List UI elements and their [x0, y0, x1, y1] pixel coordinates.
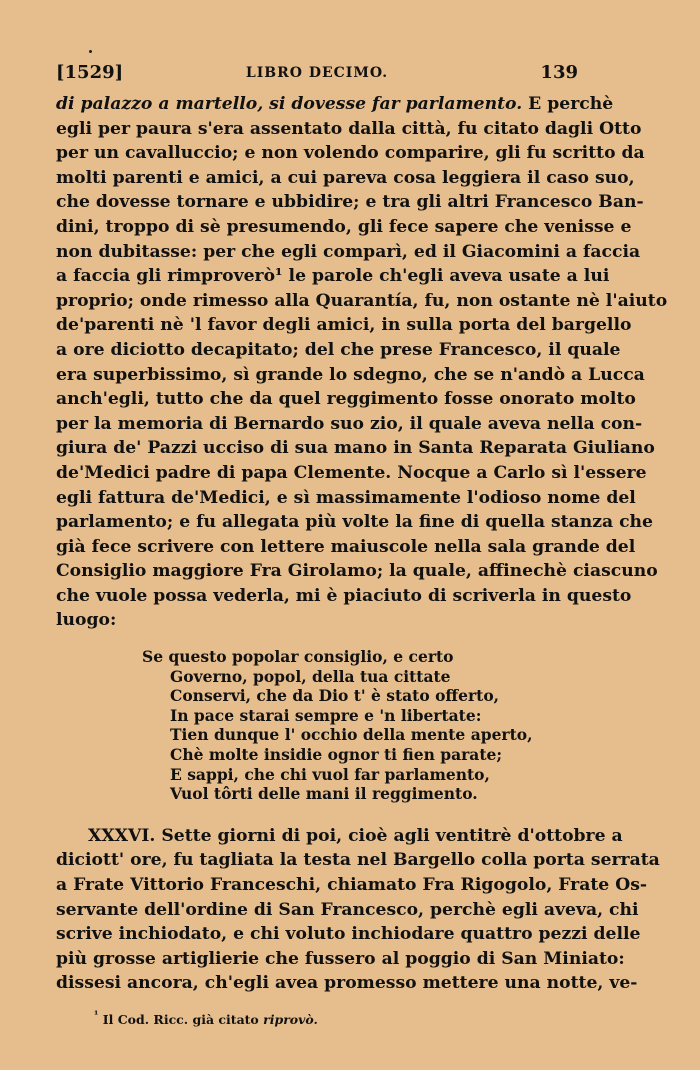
- poem-stanza: [142, 647, 578, 804]
- footnote: [94, 1009, 578, 1027]
- header-year: [1529]: [56, 62, 124, 83]
- section-xxxvi: [56, 824, 660, 996]
- paragraph-line: anch'egli, tutto che da quel reggimento fosse onorato molto: [56, 389, 636, 410]
- paragraph-line: era superbissimo, sì grande lo sdegno, che se n'andò a Lucca: [56, 364, 645, 385]
- section-line: dissesi ancora, ch'egli avea promesso mettere una notte, ve-: [56, 973, 638, 994]
- paragraph-line: per la memoria di Bernardo suo zio, il quale aveva nella con-: [56, 413, 643, 434]
- footnote-text: Il Cod. Ricc. già citato: [102, 1011, 259, 1027]
- paragraph-line: de'parenti nè 'l favor degli amici, in sulla porta del bargello: [56, 315, 632, 336]
- poem-line: Conservi, che da Dio t' è stato offerto,: [170, 686, 500, 706]
- page-number: 139: [540, 62, 578, 83]
- poem-line: Vuol tôrti delle mani il reggimento.: [170, 784, 478, 804]
- poem-line: Chè molte insidie ognor ti fien parate;: [170, 745, 503, 765]
- section-line: scrive inchiodato, e chi voluto inchiodare quattro pezzi delle: [56, 924, 641, 945]
- italic-phrase: di palazzo a martello, si dovesse far parlamento.: [56, 94, 523, 114]
- paragraph-line: dini, troppo di sè presumendo, gli fece sapere che venisse e: [56, 216, 632, 237]
- footnote-marker: ¹: [94, 1009, 99, 1021]
- poem-line: Se questo popolar consiglio, e certo: [142, 647, 454, 667]
- paragraph-line: a faccia gli rimproverò¹ le parole ch'egli aveva usate a lui: [56, 266, 610, 287]
- paragraph-line: che dovesse tornare e ubbidire; e tra gli altri Francesco Ban-: [56, 192, 644, 213]
- paragraph-line: giura de' Pazzi ucciso di sua mano in Santa Reparata Giuliano: [56, 438, 655, 459]
- poem-line: Governo, popol, della tua cittate: [170, 666, 451, 686]
- poem-line: E sappi, che chi vuol far parlamento,: [170, 764, 490, 784]
- section-line: XXXVI. Sette giorni di poi, cioè agli ventitrè d'ottobre a: [88, 825, 623, 846]
- header-title: LIBRO DECIMO.: [245, 65, 389, 81]
- paragraph-line: egli per paura s'era assentato dalla città, fu citato dagli Otto: [56, 118, 642, 139]
- paragraph-line: de'Medici padre di papa Clemente. Nocque a Carlo sì l'essere: [56, 462, 647, 483]
- poem-line: Tien dunque l' occhio della mente aperto,: [170, 725, 533, 745]
- paragraph-line: Consiglio maggiore Fra Girolamo; la quale, affinechè ciascuno: [56, 561, 658, 582]
- section-line: più grosse artiglierie che fussero al poggio di San Miniato:: [56, 948, 625, 969]
- footnote-italic: riprovò.: [263, 1011, 318, 1027]
- book-page: [56, 58, 668, 1027]
- running-head: [56, 58, 578, 86]
- paragraph-line: molti parenti e amici, a cui pareva cosa leggiera il caso suo,: [56, 167, 635, 188]
- paragraph-line: parlamento; e fu allegata più volte la fine di quella stanza che: [56, 512, 653, 533]
- paragraph-line: per un cavalluccio; e non volendo comparire, gli fu scritto da: [56, 143, 645, 164]
- main-paragraph: [56, 92, 668, 633]
- section-line: servante dell'ordine di San Francesco, perchè egli aveva, chi: [56, 899, 639, 920]
- section-line: diciott' ore, fu tagliata la testa nel Bargello colla porta serrata: [56, 850, 660, 871]
- paragraph-line: già fece scrivere con lettere maiuscole nella sala grande del: [56, 536, 636, 557]
- paragraph-line: egli fattura de'Medici, e sì massimamente l'odioso nome del: [56, 487, 636, 508]
- paragraph-line: a ore diciotto decapitato; del che prese Francesco, il quale: [56, 339, 621, 360]
- paragraph-line: di palazzo a martello, si dovesse far parlamento. E perchè: [56, 94, 614, 114]
- paragraph-line: luogo:: [56, 610, 117, 631]
- paragraph-line: non dubitasse: per che egli comparì, ed il Giacomini a faccia: [56, 241, 641, 262]
- paragraph-line: proprio; onde rimesso alla Quarantía, fu, non ostante nè l'aiuto: [56, 290, 668, 311]
- page-speck: [89, 50, 92, 53]
- paragraph-line: che vuole possa vederla, mi è piaciuto di scriverla in questo: [56, 585, 632, 606]
- poem-line: In pace starai sempre e 'n libertate:: [170, 705, 482, 725]
- section-line: a Frate Vittorio Franceschi, chiamato Fra Rigogolo, Frate Os-: [56, 875, 648, 895]
